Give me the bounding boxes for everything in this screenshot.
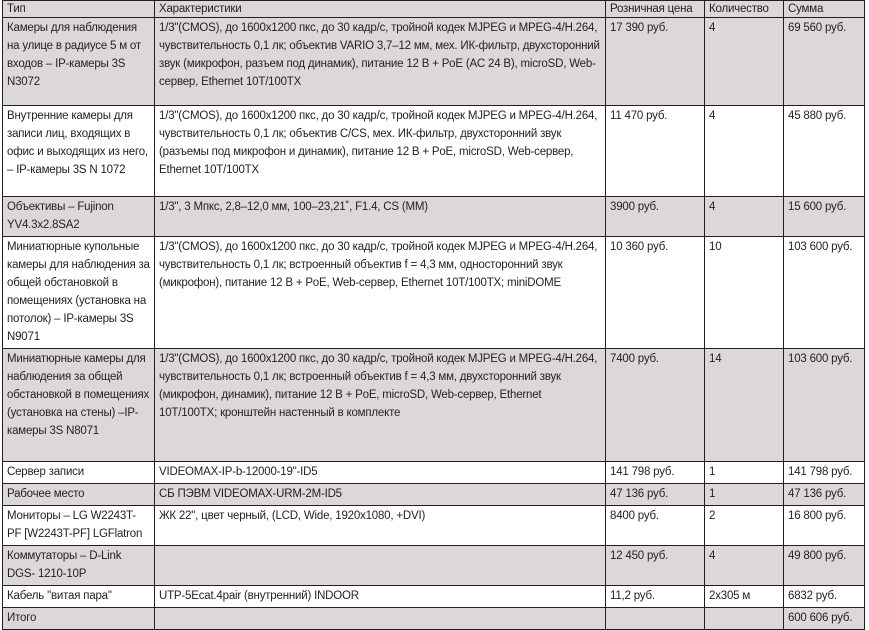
equipment-table bbox=[2, 0, 865, 630]
cell-qty: 14 bbox=[705, 349, 784, 462]
total-row bbox=[3, 608, 865, 630]
header-sum: Сумма bbox=[784, 1, 865, 18]
table-row bbox=[3, 586, 865, 608]
cell-specs: 1/3"(CMOS), до 1600x1200 пкс, до 30 кадр/с, тройной кодек MJPEG и MPEG-4/H.264, чувствительность 0,1 лк; встроенный объектив f = 4,3 мм, двухсторонний звук (микрофон, динамик), питание 12 В + PoE, microSD, Web-сервер, Ethernet 10T/100TX; кронштейн настенный в комплекте bbox=[155, 349, 606, 462]
cell-specs: 1/3"(CMOS), до 1600x1200 пкс, до 30 кадр/с, тройной кодек MJPEG и MPEG-4/H.264, чувствительность 0,1 лк; встроенный объектив f = 4,3 мм, односторонний звук (микрофон), питание 12 В + PoE, Web-сервер, Ethernet 10T/100TX; miniDOME bbox=[155, 237, 606, 349]
cell-specs: СБ ПЭВМ VIDEOMAX-URM-2M-ID5 bbox=[155, 484, 606, 506]
cell-qty: 4 bbox=[705, 197, 784, 237]
total-sum: 600 606 руб. bbox=[784, 608, 865, 630]
cell-price: 141 798 руб. bbox=[606, 462, 705, 484]
table-row bbox=[3, 197, 865, 237]
cell-sum: 15 600 руб. bbox=[784, 197, 865, 237]
cell-type: Мониторы – LG W2243T-PF [W2243T-PF] LGFlatron bbox=[3, 506, 155, 546]
table-row bbox=[3, 18, 865, 106]
cell-qty: 1 bbox=[705, 484, 784, 506]
cell-sum: 47 136 руб. bbox=[784, 484, 865, 506]
cell-specs: VIDEOMAX-IP-b-12000-19"-ID5 bbox=[155, 462, 606, 484]
cell-price: 17 390 руб. bbox=[606, 18, 705, 106]
cell-price: 3900 руб. bbox=[606, 197, 705, 237]
cell-type: Сервер записи bbox=[3, 462, 155, 484]
cell-price: 12 450 руб. bbox=[606, 546, 705, 586]
cell-specs: 1/3", 3 Мпкс, 2,8–12,0 мм, 100–23,21˚, F1.4, CS (ММ) bbox=[155, 197, 606, 237]
cell-type: Объективы – Fujinon YV4.3x2.8SA2 bbox=[3, 197, 155, 237]
header-qty: Количество bbox=[705, 1, 784, 18]
table-row bbox=[3, 462, 865, 484]
cell-price: 10 360 руб. bbox=[606, 237, 705, 349]
total-empty bbox=[705, 608, 784, 630]
cell-type: Камеры для наблюдения на улице в радиусе 5 м от входов – IP-камеры 3S N3072 bbox=[3, 18, 155, 106]
total-empty bbox=[155, 608, 606, 630]
cell-qty: 4 bbox=[705, 18, 784, 106]
total-label: Итого bbox=[3, 608, 155, 630]
cell-specs bbox=[155, 546, 606, 586]
table-row bbox=[3, 237, 865, 349]
cell-sum: 141 798 руб. bbox=[784, 462, 865, 484]
table-row bbox=[3, 546, 865, 586]
cell-sum: 103 600 руб. bbox=[784, 237, 865, 349]
total-empty bbox=[606, 608, 705, 630]
cell-type: Коммутаторы – D-Link DGS- 1210-10P bbox=[3, 546, 155, 586]
cell-qty: 4 bbox=[705, 546, 784, 586]
cell-price: 11,2 руб. bbox=[606, 586, 705, 608]
cell-sum: 69 560 руб. bbox=[784, 18, 865, 106]
cell-price: 7400 руб. bbox=[606, 349, 705, 462]
header-type: Тип bbox=[3, 1, 155, 18]
cell-specs: 1/3"(CMOS), до 1600x1200 пкс, до 30 кадр/с, тройной кодек MJPEG и MPEG-4/H.264, чувствительность 0,1 лк; объектив C/CS, мех. ИК-фильтр, двухсторонний звук (разъемы под микрофон и динамик), питание 12 В + PoE, microSD, Web-сервер, Ethernet 10T/100TX bbox=[155, 106, 606, 197]
header-specs: Характеристики bbox=[155, 1, 606, 18]
cell-price: 11 470 руб. bbox=[606, 106, 705, 197]
table-row bbox=[3, 506, 865, 546]
cell-type: Внутренние камеры для записи лиц, входящих в офис и выходящих из него, – IP-камеры 3S N 1072 bbox=[3, 106, 155, 197]
cell-type: Миниатюрные купольные камеры для наблюдения за общей обстановкой в помещениях (установка на потолок) – IP-камеры 3S N9071 bbox=[3, 237, 155, 349]
cell-qty: 2x305 м bbox=[705, 586, 784, 608]
cell-sum: 6832 руб. bbox=[784, 586, 865, 608]
cell-specs: ЖК 22", цвет черный, (LCD, Wide, 1920x1080, +DVI) bbox=[155, 506, 606, 546]
cell-qty: 2 bbox=[705, 506, 784, 546]
cell-sum: 45 880 руб. bbox=[784, 106, 865, 197]
cell-sum: 16 800 руб. bbox=[784, 506, 865, 546]
cell-type: Миниатюрные камеры для наблюдения за общей обстановкой в помещениях (установка на стены) –IP-камеры 3S N8071 bbox=[3, 349, 155, 462]
cell-price: 47 136 руб. bbox=[606, 484, 705, 506]
cell-type: Рабочее место bbox=[3, 484, 155, 506]
cell-qty: 10 bbox=[705, 237, 784, 349]
table-row bbox=[3, 484, 865, 506]
cell-qty: 4 bbox=[705, 106, 784, 197]
table-row bbox=[3, 106, 865, 197]
cell-type: Кабель "витая пара" bbox=[3, 586, 155, 608]
header-price: Розничная цена bbox=[606, 1, 705, 18]
cell-specs: UTP-5Ecat.4pair (внутренний) INDOOR bbox=[155, 586, 606, 608]
cell-sum: 103 600 руб. bbox=[784, 349, 865, 462]
cell-specs: 1/3"(CMOS), до 1600x1200 пкс, до 30 кадр/с, тройной кодек MJPEG и MPEG-4/H.264, чувствительность 0,1 лк; объектив VARIO 3,7–12 мм, мех. ИК-фильтр, двухсторонний звук (микрофон, разъем под динамик), питание 12 В + PoE (AC 24 В), microSD, Web-сервер, Ethernet 10T/100TX bbox=[155, 18, 606, 106]
cell-qty: 1 bbox=[705, 462, 784, 484]
cell-sum: 49 800 руб. bbox=[784, 546, 865, 586]
table-row bbox=[3, 349, 865, 462]
header-row bbox=[3, 1, 865, 18]
cell-price: 8400 руб. bbox=[606, 506, 705, 546]
